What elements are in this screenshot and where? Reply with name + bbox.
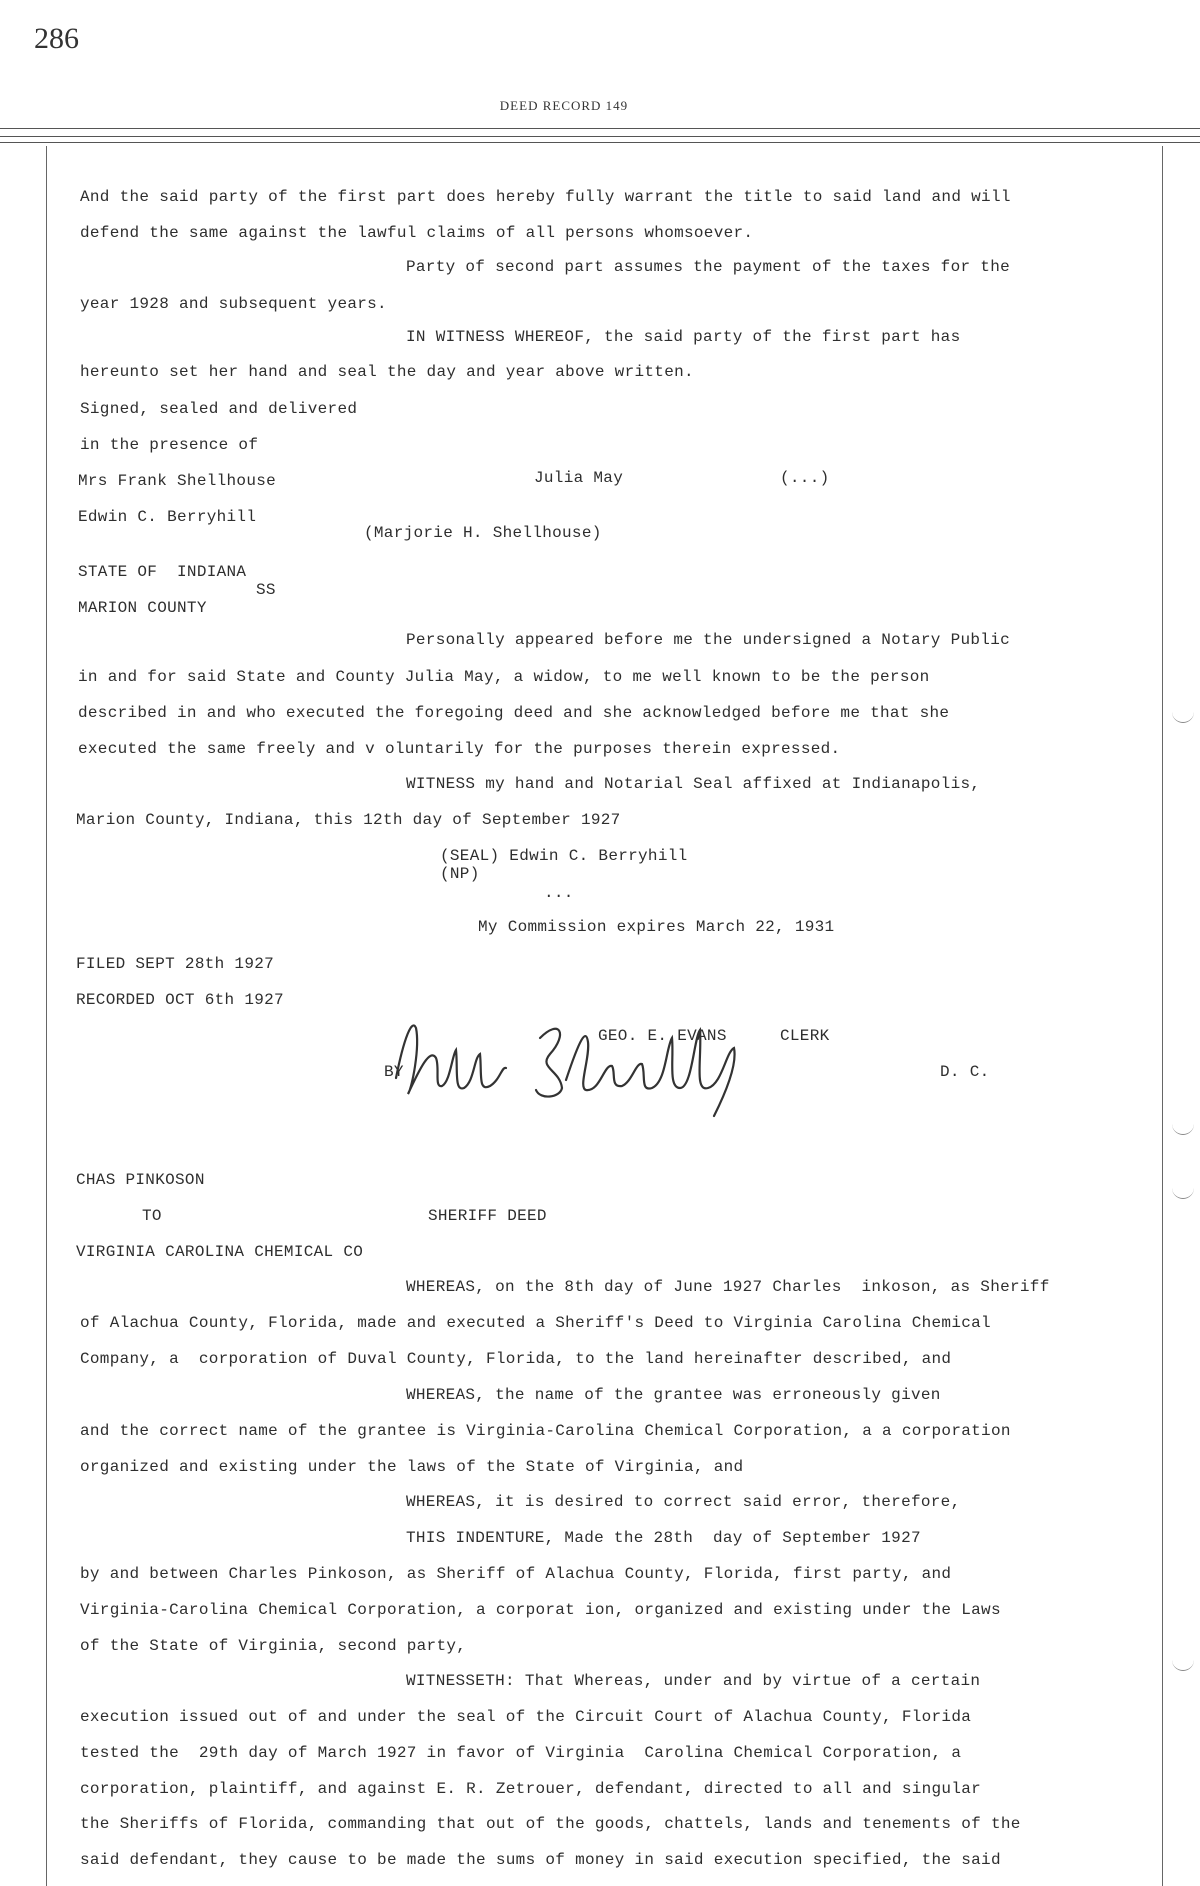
text-line: And the said party of the first part does hereby fully warrant the title to said land and will	[80, 188, 1011, 206]
text-line: by and between Charles Pinkoson, as Sheriff of Alachua County, Florida, first party, and	[80, 1565, 952, 1583]
text-line: ...	[544, 884, 574, 902]
record-title: DEED RECORD 149	[499, 98, 629, 113]
text-line: BY	[384, 1063, 404, 1081]
clerk-name: GEO. E. EVANS	[598, 1027, 727, 1045]
text-line: STATE OF INDIANA	[78, 563, 247, 581]
text-line: execution issued out of and under the seal of the Circuit Court of Alachua County, Florida	[80, 1708, 972, 1726]
seal-marker: (...)	[780, 469, 830, 487]
witness-name: Mrs Frank Shellhouse	[78, 472, 277, 490]
deed-type: SHERIFF DEED	[428, 1207, 547, 1225]
margin-mark	[1172, 1660, 1194, 1671]
grantor-name: Julia May	[534, 469, 624, 487]
text-line: and the correct name of the grantee is Virginia-Carolina Chemical Corporation, a a corporation	[80, 1422, 1011, 1440]
text-line: WHEREAS, the name of the grantee was erroneously given	[406, 1386, 941, 1404]
text-line: WHEREAS, on the 8th day of June 1927 Charles inkoson, as Sheriff	[406, 1278, 1050, 1296]
text-line: THIS INDENTURE, Made the 28th day of September 1927	[406, 1529, 921, 1547]
text-line: WHEREAS, it is desired to correct said error, therefore,	[406, 1493, 961, 1511]
recorded-date: RECORDED OCT 6th 1927	[76, 991, 284, 1009]
header-rule-mid	[0, 136, 1200, 137]
witness-name: Edwin C. Berryhill	[78, 508, 257, 526]
clerk-title: CLERK	[780, 1027, 830, 1045]
text-line: MARION COUNTY	[78, 599, 207, 617]
text-line: in and for said State and County Julia May, a widow, to me well known to be the person	[78, 668, 930, 686]
page-border-right	[1162, 146, 1163, 1886]
text-line: Marion County, Indiana, this 12th day of September 1927	[76, 811, 621, 829]
header-rule-top	[0, 128, 1200, 129]
text-line: Virginia-Carolina Chemical Corporation, a corporat ion, organized and existing under the Laws	[80, 1601, 1001, 1619]
text-line: WITNESSETH: That Whereas, under and by virtue of a certain	[406, 1672, 981, 1690]
text-line: Personally appeared before me the undersigned a Notary Public	[406, 631, 1010, 649]
text-line: executed the same freely and v oluntarily for the purposes therein expressed.	[78, 740, 841, 758]
text-line: IN WITNESS WHEREOF, the said party of the first part has	[406, 328, 961, 346]
text-line: (NP)	[440, 865, 480, 883]
text-line: SS	[256, 581, 276, 599]
text-line: Party of second part assumes the payment of the taxes for the	[406, 258, 1010, 276]
text-line: of Alachua County, Florida, made and executed a Sheriff's Deed to Virginia Carolina Chemical	[80, 1314, 991, 1332]
text-line: WITNESS my hand and Notarial Seal affixed at Indianapolis,	[406, 775, 981, 793]
page-number: 286	[34, 22, 79, 55]
text-line: Signed, sealed and delivered	[80, 400, 358, 418]
text-line: corporation, plaintiff, and against E. R. Zetrouer, defendant, directed to all and singular	[80, 1780, 982, 1798]
text-line: described in and who executed the foregoing deed and she acknowledged before me that she	[78, 704, 950, 722]
text-line: year 1928 and subsequent years.	[80, 295, 387, 313]
grantor-heading: CHAS PINKOSON	[76, 1171, 205, 1189]
text-line: D. C.	[940, 1063, 990, 1081]
text-line: in the presence of	[80, 436, 259, 454]
text-line: of the State of Virginia, second party,	[80, 1637, 467, 1655]
margin-mark	[1172, 1124, 1194, 1135]
header-rule-bottom	[0, 142, 1200, 143]
grantee-heading: VIRGINIA CAROLINA CHEMICAL CO	[76, 1243, 364, 1261]
page-border-left	[46, 146, 47, 1886]
grantor-name-alt: (Marjorie H. Shellhouse)	[364, 524, 602, 542]
text-line: TO	[142, 1207, 162, 1225]
text-line: said defendant, they cause to be made the sums of money in said execution specified, the said	[80, 1851, 1001, 1869]
text-line: hereunto set her hand and seal the day and year above written.	[80, 363, 694, 381]
notary-signature: (SEAL) Edwin C. Berryhill	[440, 847, 688, 865]
filed-date: FILED SEPT 28th 1927	[76, 955, 275, 973]
margin-mark	[1172, 1188, 1194, 1199]
clerk-signature	[390, 1008, 790, 1118]
text-line: tested the 29th day of March 1927 in favor of Virginia Carolina Chemical Corporation, a	[80, 1744, 962, 1762]
margin-mark	[1172, 712, 1194, 723]
commission-expiry: My Commission expires March 22, 1931	[478, 918, 835, 936]
text-line: organized and existing under the laws of the State of Virginia, and	[80, 1458, 744, 1476]
text-line: the Sheriffs of Florida, commanding that out of the goods, chattels, lands and tenements of the	[80, 1815, 1021, 1833]
text-line: defend the same against the lawful claims of all persons whomsoever.	[80, 224, 754, 242]
text-line: Company, a corporation of Duval County, Florida, to the land hereinafter described, and	[80, 1350, 952, 1368]
